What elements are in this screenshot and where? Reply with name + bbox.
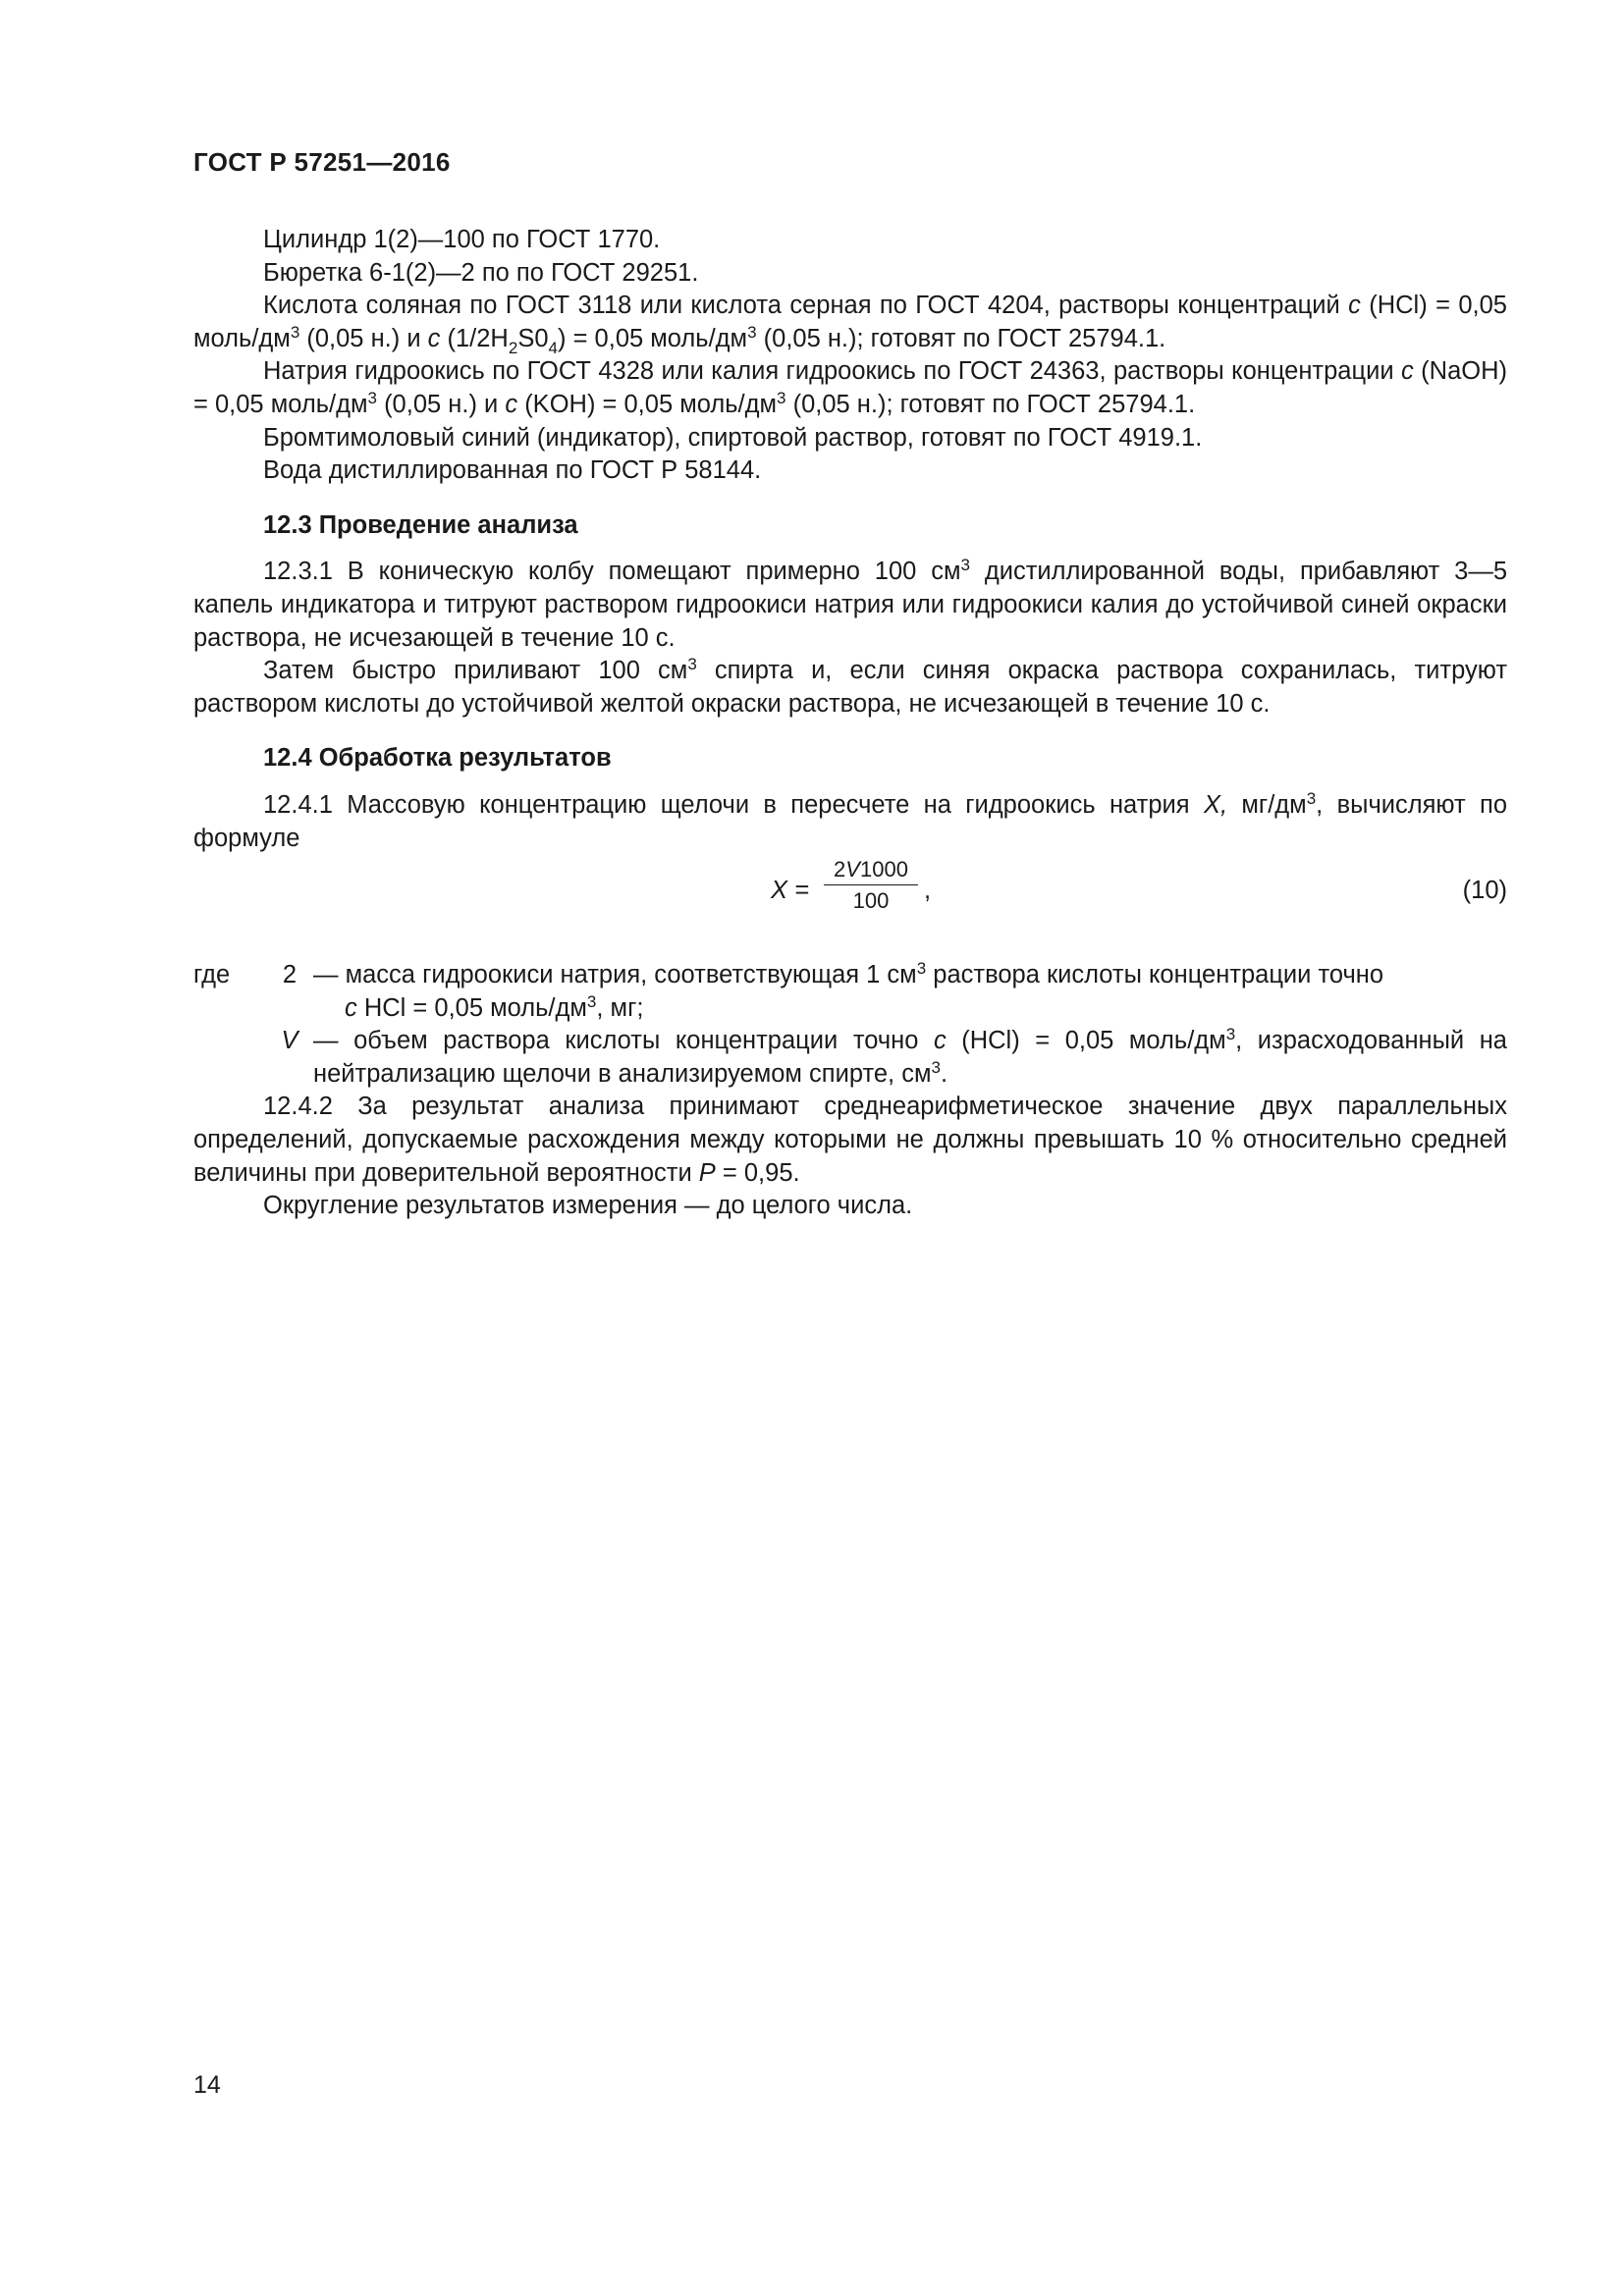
formula-10 [193, 855, 1507, 937]
item-alkali: Натрия гидроокись по ГОСТ 4328 или калия гидроокись по ГОСТ 24363, растворы концентрации c (NaOH) = 0,05 моль/$дм^3$ (0,05 н.) и c (KOH) = 0,05 моль/$дм^3$ (0,05 н.); готовят по ГОСТ 25794.1. [193, 357, 1507, 418]
formula-lhs: X = [771, 877, 809, 905]
paragraph-12-4-1: 12.4.1 Массовую концентрацию щелочи в пересчете на гидроокись натрия X, $мг/дм^3$, вычисляют по формуле [193, 788, 1507, 852]
document-page [193, 0, 1507, 2296]
paragraph-12-3-1: 12.3.1 В коническую колбу помещают примерно 100 $см^3$ дистиллированной воды, прибавляют 3—5 капель индикатора и титруют раствором гидроокиси натрия или гидроокиси калия до устойчивой синей окраски раствора, не исчезающей в течение 10 с. [193, 556, 1507, 652]
item-cylinder: Цилиндр 1(2)—100 по ГОСТ 1770. [263, 226, 661, 253]
formula-comma: , [924, 877, 932, 905]
formula-denominator: 100 [852, 888, 890, 914]
formula-fraction [824, 855, 918, 917]
formula-numerator: 2V1000 [824, 855, 918, 885]
document-header: ГОСТ Р 57251—2016 [193, 147, 451, 177]
item-water: Вода дистиллированная по ГОСТ Р 58144. [263, 456, 762, 485]
where-symbol-2: 2 [282, 961, 298, 989]
paragraph-12-4-2: 12.4.2 За результат анализа принимают среднеарифметическое значение двух параллельных определений, допускаемые расхождения между которыми не должны превышать 10 % относительно средней величины при доверительной вероятности P = 0,95. [193, 1093, 1507, 1187]
item-acid: Кислота соляная по ГОСТ 3118 или кислота серная по ГОСТ 4204, растворы концентраций c (HCl) = 0,05 моль/$дм^3$ (0,05 н.) и c $(1/2H_2S0_4) = 0,05$ моль/$дм^3$ (0,05 н.); готовят по ГОСТ 25794.1. [193, 292, 1507, 357]
where-list [193, 959, 1507, 1091]
paragraph-rounding: Округление результатов измерения — до целого числа. [263, 1192, 913, 1220]
where-symbol-v: V [281, 1027, 298, 1055]
section-heading-12-3: 12.3 Проведение анализа [263, 510, 578, 539]
paragraph-12-3-2: Затем быстро приливают 100 $см^3$ спирта и, если синяя окраска раствора сохранилась, титруют раствором кислоты до устойчивой желтой окраски раствора, не исчезающей в течение 10 с. [193, 655, 1507, 718]
item-indicator: Бромтимоловый синий (индикатор), спиртовой раствор, готовят по ГОСТ 4919.1. [263, 423, 1203, 452]
where-definition-2: — масса гидроокиси натрия, соответствующая 1 $см^3$ раствора кислоты концентрации точно c HCl = 0,05 моль/$дм^3$, мг; [313, 959, 1384, 1022]
item-burette: Бюретка 6-1(2)—2 по по ГОСТ 29251. [263, 258, 699, 287]
page-number: 14 [193, 2071, 221, 2099]
document-body [193, 224, 1507, 1223]
section-heading-12-4: 12.4 Обработка результатов [263, 744, 612, 773]
where-label: где [193, 961, 231, 989]
where-definition-v: — объем раствора кислоты концентрации точно c (HCl) = 0,05 моль/$дм^3$, израсходованный на нейтрализацию щелочи в анализируемом спирте, $см^3$. [313, 1025, 1507, 1088]
formula-number: (10) [1462, 877, 1507, 905]
